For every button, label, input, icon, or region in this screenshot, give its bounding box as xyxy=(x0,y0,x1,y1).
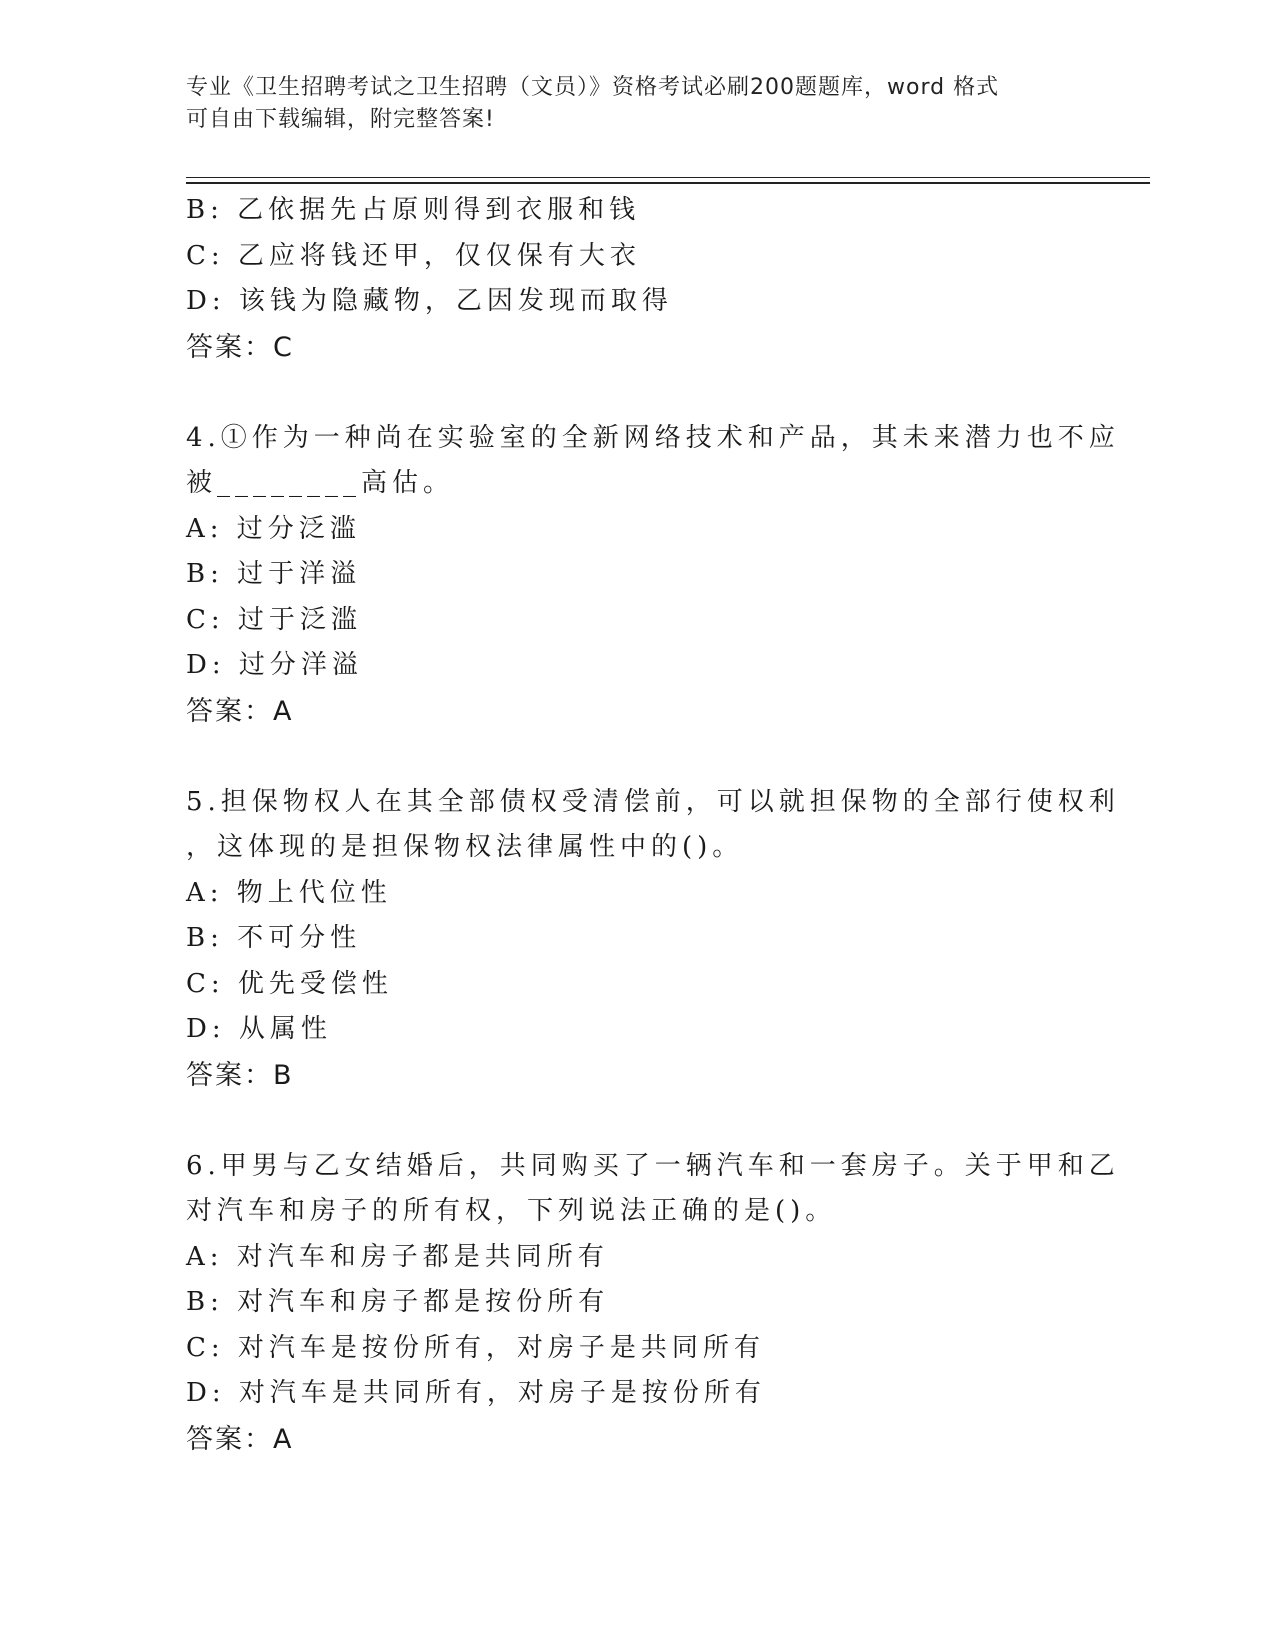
question-stem-line-2: 被________高估。 xyxy=(186,468,455,498)
option-d: D: 过分洋溢 xyxy=(186,650,363,680)
option-b: B: 乙依据先占原则得到衣服和钱 xyxy=(186,195,641,225)
spacer xyxy=(186,1098,1066,1144)
option-d: D: 该钱为隐藏物，乙因发现而取得 xyxy=(186,286,673,316)
question-content xyxy=(186,188,1120,1462)
option-d: D: 对汽车是共同所有，对房子是按份所有 xyxy=(186,1378,766,1408)
header-divider-thick xyxy=(186,182,1150,184)
option-a: A: 过分泛滥 xyxy=(186,513,361,544)
answer-line: 答案：A xyxy=(186,1423,294,1455)
header-title-line-1: 专业《卫生招聘考试之卫生招聘（文员）》资格考试必刷200题题库，word 格式 xyxy=(186,75,1000,100)
question-stem-line-1: 4.①作为一种尚在实验室的全新网络技术和产品，其未来潜力也不应 xyxy=(186,422,1120,453)
option-c: C: 对汽车是按份所有，对房子是共同所有 xyxy=(186,1332,765,1363)
answer-line: 答案：B xyxy=(186,1059,294,1091)
option-b: B: 过于洋溢 xyxy=(186,559,362,589)
document-header xyxy=(186,72,1086,136)
option-b: B: 对汽车和房子都是按份所有 xyxy=(186,1287,610,1317)
answer-line: 答案：A xyxy=(186,695,294,727)
question-4 xyxy=(186,416,1120,735)
header-title-line-2: 可自由下载编辑，附完整答案! xyxy=(186,107,495,132)
option-b: B: 不可分性 xyxy=(186,923,362,953)
header-divider-thin xyxy=(186,177,1150,178)
option-c: C: 过于泛滥 xyxy=(186,604,362,635)
question-5 xyxy=(186,780,1120,1099)
question-stem-line-2: 对汽车和房子的所有权，下列说法正确的是()。 xyxy=(186,1196,837,1226)
answer-line: 答案：C xyxy=(186,331,294,363)
question-stem-line-1: 6.甲男与乙女结婚后，共同购买了一辆汽车和一套房子。关于甲和乙 xyxy=(186,1150,1120,1181)
question-stem-line-1: 5.担保物权人在其全部债权受清偿前，可以就担保物的全部行使权利 xyxy=(186,786,1120,817)
question-stem-line-2: ，这体现的是担保物权法律属性中的()。 xyxy=(186,832,744,862)
option-d: D: 从属性 xyxy=(186,1014,332,1044)
option-c: C: 优先受偿性 xyxy=(186,968,393,999)
spacer xyxy=(186,734,1066,780)
spacer xyxy=(186,370,1066,416)
question-3-tail xyxy=(186,188,1066,370)
option-a: A: 对汽车和房子都是共同所有 xyxy=(186,1241,609,1272)
option-c: C: 乙应将钱还甲，仅仅保有大衣 xyxy=(186,240,641,271)
question-6 xyxy=(186,1144,1120,1463)
option-a: A: 物上代位性 xyxy=(186,877,392,908)
